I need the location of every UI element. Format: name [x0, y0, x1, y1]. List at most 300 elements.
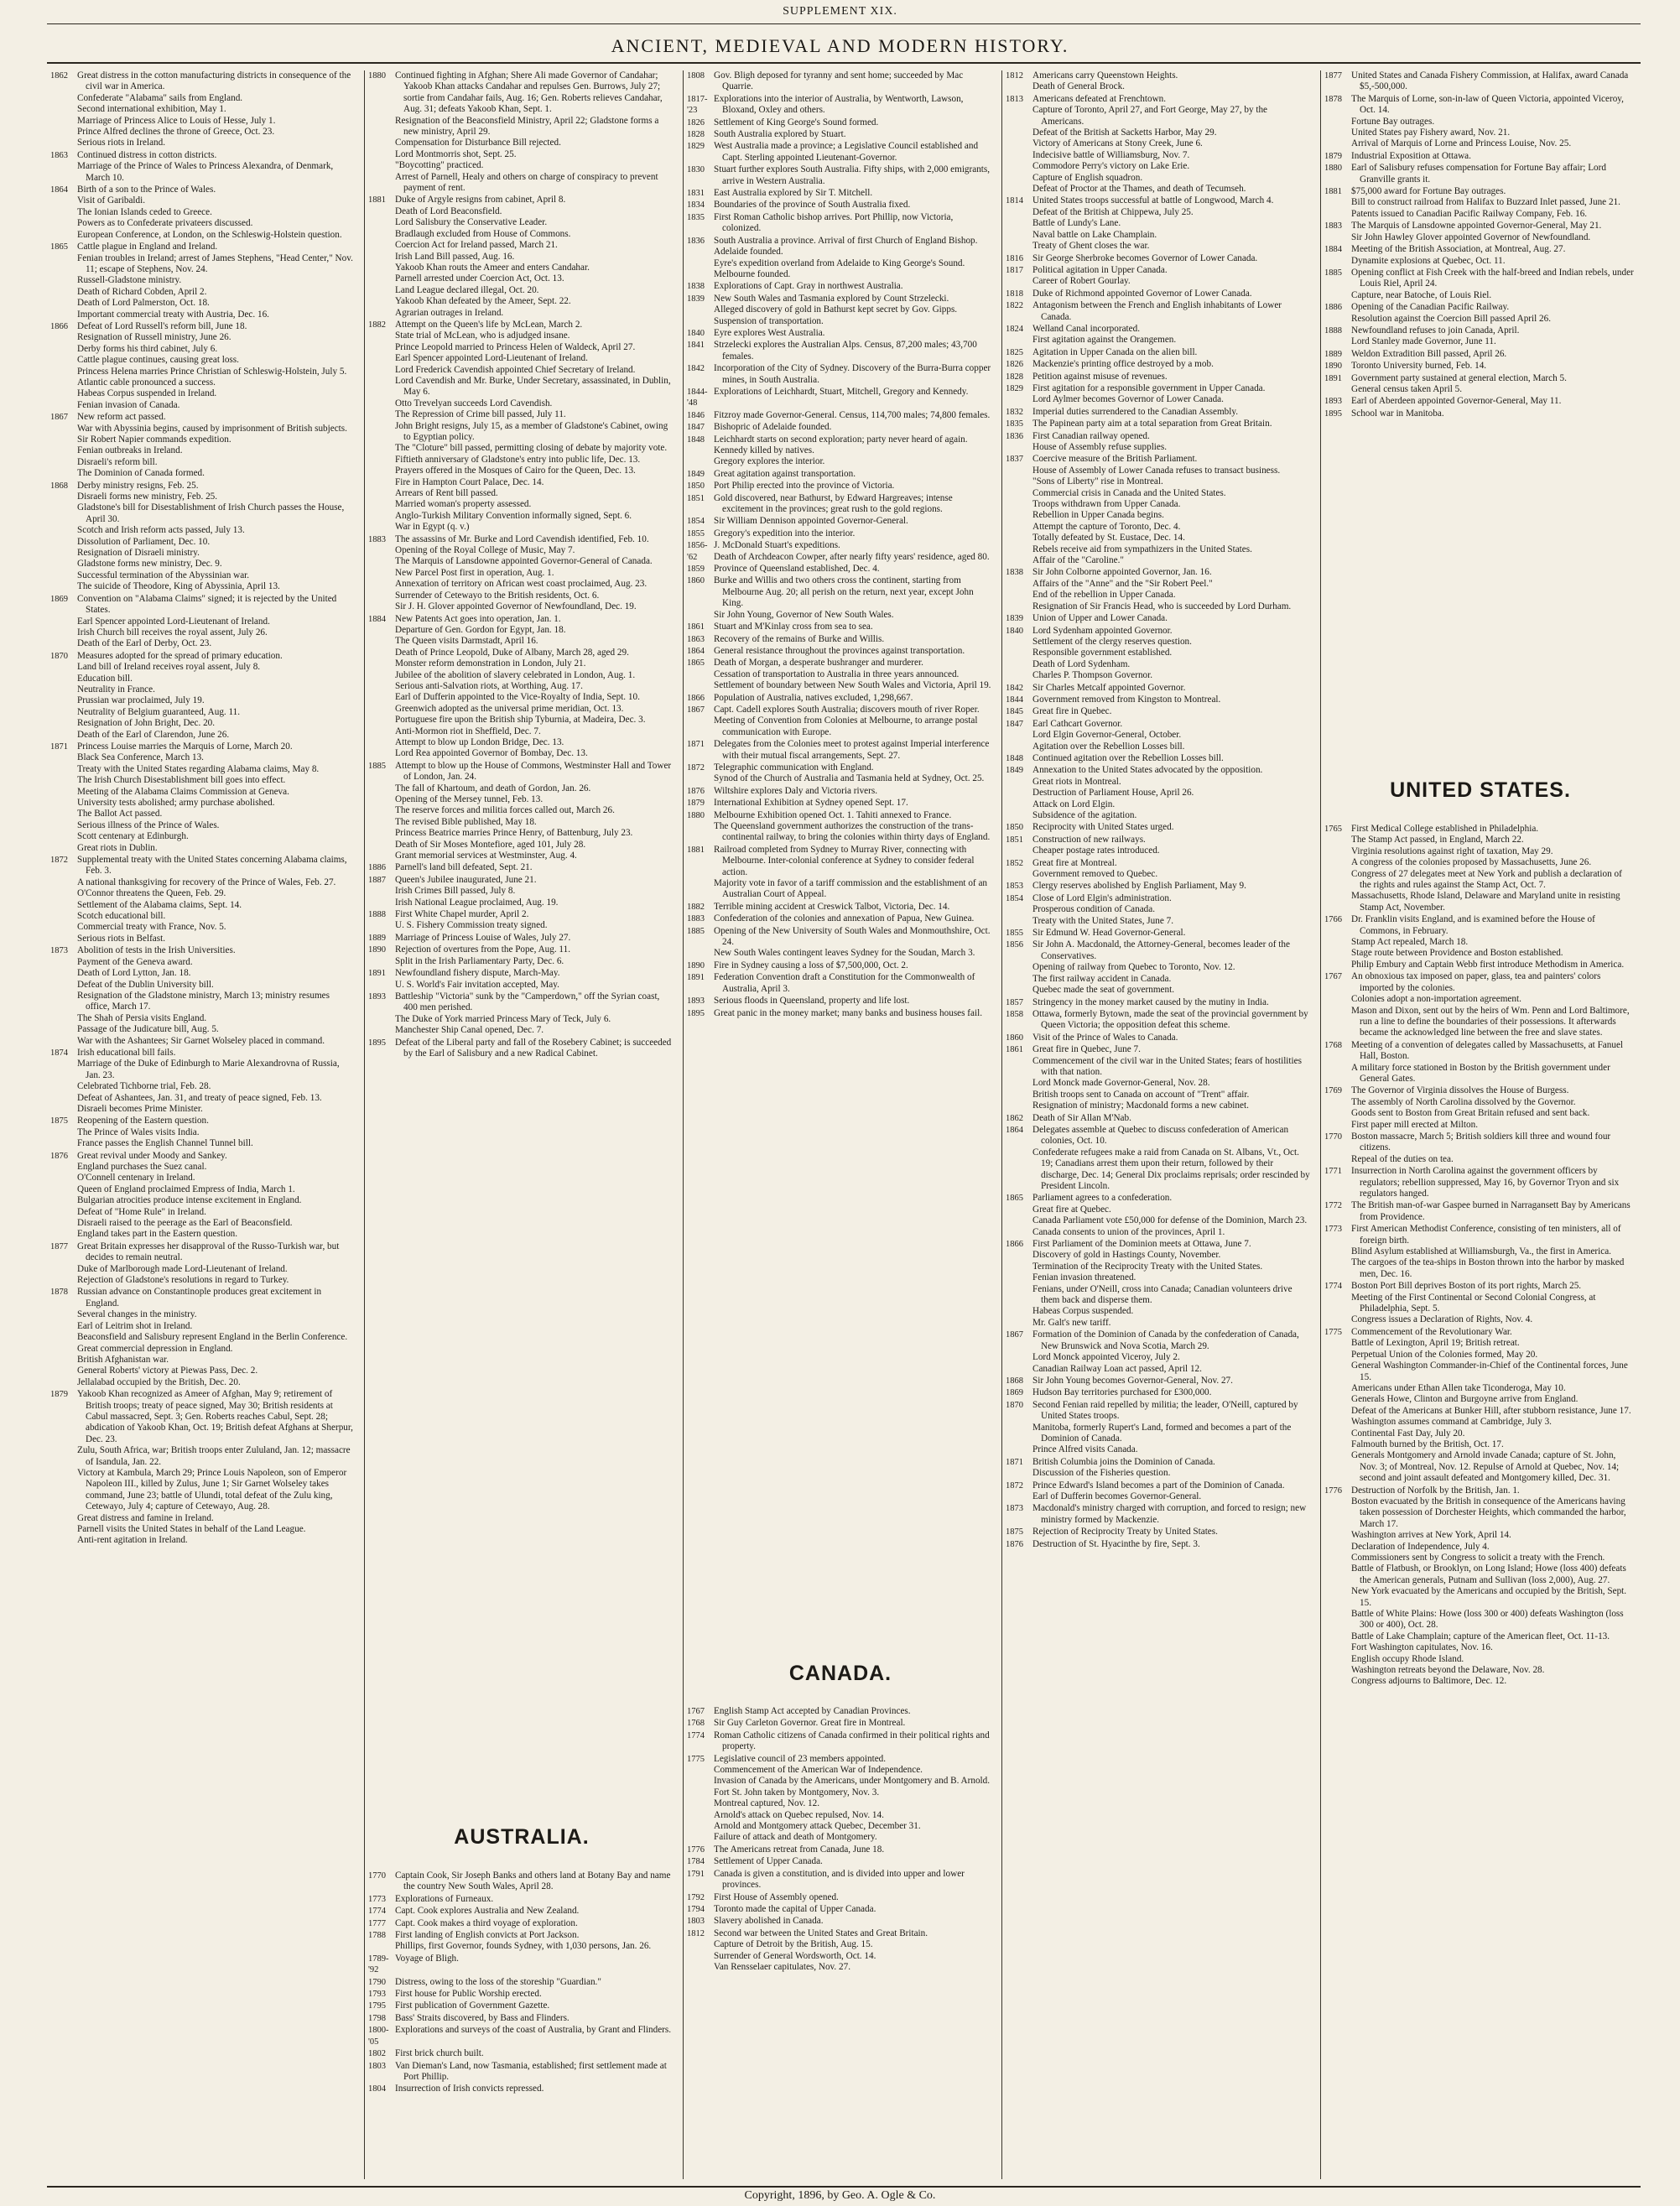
- entry-year: 1836: [1006, 431, 1023, 441]
- entry-year: 1867: [50, 413, 68, 423]
- entry-line: Lord Elgin Governor-General, October.: [1032, 730, 1182, 741]
- history-entry: [684, 1730, 997, 1753]
- entry-line: Earl Spencer appointed Lord-Lieutenant of Ireland.: [395, 353, 588, 364]
- entry-line: European Conference, at London, on the Schleswig-Holstein question.: [77, 229, 342, 240]
- history-entry: [365, 1894, 679, 1905]
- entry-text: [714, 798, 997, 809]
- history-entry: [365, 2061, 679, 2084]
- entry-year: 1813: [1006, 94, 1023, 104]
- entry-line: Treaty of Ghent closes the war.: [1032, 241, 1150, 252]
- entry-line: Payment of the Geneva award.: [77, 956, 193, 967]
- entry-year: 1889: [368, 933, 386, 943]
- entry-line: Philip Embury and Captain Webb first introduce Methodism in America.: [1351, 959, 1625, 970]
- entry-line: Defeat of the Liberal party and fall of the Rosebery Cabinet; is succeeded by the Earl of Salisbury and a new Radical Cabinet.: [395, 1037, 672, 1059]
- entry-text: [77, 412, 359, 479]
- entry-text: [714, 913, 997, 924]
- entry-line: South Australia explored by Stuart.: [714, 129, 846, 140]
- entry-line: Melbourne founded.: [714, 268, 791, 279]
- entry-year: 1840: [1006, 626, 1023, 636]
- entry-year: 1868: [50, 481, 68, 491]
- entry-text: [714, 410, 997, 421]
- history-entry: [1002, 893, 1316, 927]
- history-entry: [1002, 1193, 1316, 1238]
- entry-text: [395, 862, 679, 873]
- history-entry: [1321, 221, 1640, 243]
- entry-line: Irish Land Bill passed, Aug. 16.: [395, 251, 515, 262]
- entry-line: Settlement of the Alabama claims, Sept. 14.: [77, 899, 242, 910]
- entry-line: Reciprocity with United States urged.: [1032, 822, 1174, 833]
- entry-year: 1884: [1324, 245, 1342, 255]
- entry-line: Boston Port Bill deprives Boston of its port rights, March 25.: [1351, 1281, 1582, 1292]
- entry-year: 1789-'92: [368, 1954, 389, 1975]
- entry-line: Anti-rent agitation in Ireland.: [77, 1535, 188, 1546]
- entry-line: Scotch and Irish reform acts passed, July 13.: [77, 525, 245, 536]
- entry-line: Abolition of tests in the Irish Universities.: [77, 945, 236, 956]
- history-entry: [365, 944, 679, 967]
- entry-line: Fire in Sydney causing a loss of $7,500,000, Oct. 2.: [714, 960, 908, 970]
- entry-year: 1826: [687, 117, 705, 127]
- entry-text: [714, 902, 997, 913]
- entry-year: 1784: [687, 1857, 705, 1867]
- entry-line: Government party sustained at general election, March 5.: [1351, 372, 1567, 383]
- entry-text: [1351, 1040, 1640, 1085]
- entry-text: [714, 705, 997, 738]
- entry-line: House of Assembly of Lower Canada refuses to transact business.: [1032, 465, 1281, 476]
- history-entry: [1002, 265, 1316, 288]
- entry-year: 1850: [687, 481, 705, 492]
- entry-line: Lord Sydenham appointed Governor.: [1032, 625, 1173, 636]
- history-entry: [1321, 971, 1640, 1038]
- entry-line: Land bill of Ireland receives royal assent, July 8.: [77, 662, 261, 673]
- entry-line: Surrender of Cetewayo to the British residents, Oct. 6.: [395, 590, 600, 601]
- entry-line: United States troops successful at battle of Longwood, March 4.: [1032, 195, 1274, 206]
- entry-line: Fitzroy made Governor-General. Census, 114,700 males; 74,800 females.: [714, 409, 991, 420]
- entry-text: [714, 1754, 997, 1844]
- entry-year: 1817: [1006, 265, 1023, 275]
- entry-year: 1865: [1006, 1194, 1023, 1204]
- section-heading-canada: CANADA.: [788, 1662, 892, 1685]
- entry-text: [1032, 1539, 1316, 1550]
- entry-line: Voyage of Bligh.: [395, 1953, 459, 1964]
- entry-line: Yakoob Khan routs the Ameer and enters Candahar.: [395, 262, 590, 273]
- entry-text: [714, 658, 997, 691]
- history-entry: [684, 705, 997, 738]
- entry-line: School war in Manitoba.: [1351, 408, 1444, 419]
- entry-line: Canada Parliament vote £50,000 for defense of the Dominion, March 23.: [1032, 1215, 1308, 1226]
- history-entry: [1321, 1040, 1640, 1085]
- entry-text: [1032, 858, 1316, 881]
- entry-line: House of Assembly refuse supplies.: [1032, 442, 1168, 452]
- entry-text: [714, 1928, 997, 1974]
- entry-year: 1876: [1006, 1539, 1023, 1549]
- entry-line: Commodore Perry's victory on Lake Erie.: [1032, 161, 1190, 172]
- history-entry: [1321, 1327, 1640, 1485]
- entry-text: [714, 164, 997, 187]
- entry-year: 1893: [1324, 397, 1342, 407]
- entry-year: 1842: [687, 364, 705, 374]
- entry-line: Capt. Cook explores Australia and New Zealand.: [395, 1906, 580, 1917]
- entry-text: [714, 1892, 997, 1903]
- history-entry: [1002, 1387, 1316, 1398]
- entry-text: [1032, 70, 1316, 93]
- entry-year: 1775: [1324, 1327, 1342, 1337]
- entry-text: [714, 634, 997, 645]
- history-entry: [684, 762, 997, 785]
- history-entry: [1002, 881, 1316, 892]
- entry-text: [395, 1977, 679, 1988]
- united-states-entries: [1321, 824, 1640, 1688]
- entry-line: Delegates from the Colonies meet to protest against Imperial interference with their mutual fiscal arrangements, Sept. 27.: [714, 739, 990, 761]
- history-entry: [1002, 94, 1316, 195]
- entry-line: Dr. Franklin visits England, and is examined before the House of Commons, in February.: [1351, 914, 1595, 936]
- entry-line: Railroad completed from Sydney to Murray River, connecting with Melbourne. Inter-colonial conference at Sydney to consider federal action.: [714, 844, 975, 877]
- entry-line: Agitation over the Rebellion Losses bill.: [1032, 741, 1185, 752]
- entry-line: England takes part in the Eastern question.: [77, 1229, 238, 1240]
- entry-text: [714, 1844, 997, 1855]
- history-entry: [684, 1892, 997, 1903]
- entry-year: 1866: [50, 321, 68, 331]
- history-entry: [365, 1977, 679, 1988]
- entry-year: 1773: [368, 1894, 386, 1904]
- entry-year: 1788: [368, 1931, 386, 1941]
- history-entry: [365, 2013, 679, 2024]
- entry-year: 1834: [687, 200, 705, 211]
- entry-line: Parnell visits the United States in behalf of the Land League.: [77, 1524, 306, 1534]
- entry-line: The revised Bible published, May 18.: [395, 816, 537, 827]
- history-entry: [1002, 939, 1316, 996]
- history-entry: [684, 200, 997, 211]
- entry-line: Great fire in Quebec.: [1032, 706, 1112, 717]
- entry-year: 1767: [687, 1707, 705, 1716]
- entry-year: 1793: [368, 1990, 386, 2000]
- entry-line: Toronto made the capital of Upper Canada.: [714, 1903, 876, 1914]
- entry-year: 1814: [1006, 196, 1023, 206]
- entry-line: Great panic in the money market; many banks and business houses fail.: [714, 1007, 983, 1018]
- entry-text: [77, 321, 359, 411]
- entry-line: Invasion of Canada by the Americans, under Montgomery and B. Arnold.: [714, 1776, 991, 1787]
- entry-text: [714, 972, 997, 995]
- history-entry: [1002, 1480, 1316, 1503]
- entry-text: [714, 540, 997, 563]
- history-entry: [684, 564, 997, 575]
- column-2-entries: [365, 70, 679, 1060]
- entry-line: Supplemental treaty with the United States concerning Alabama claims, Feb. 3.: [77, 855, 347, 877]
- entry-line: End of the rebellion in Upper Canada.: [1032, 590, 1176, 601]
- entry-year: 1862: [50, 71, 68, 81]
- entry-year: 1775: [687, 1754, 705, 1764]
- entry-line: Second war between the United States and Great Britain.: [714, 1928, 928, 1938]
- column-3: [683, 70, 997, 2179]
- entry-year: 1887: [368, 875, 386, 885]
- column-1: [47, 70, 359, 2179]
- entry-line: Black Sea Conference, March 13.: [77, 752, 204, 763]
- history-entry: [47, 945, 359, 1047]
- entry-line: Beaconsfield and Salisbury represent England in the Berlin Conference.: [77, 1332, 348, 1343]
- entry-line: The Dominion of Canada formed.: [77, 468, 205, 479]
- history-entry: [684, 469, 997, 480]
- entry-line: Incorporation of the City of Sydney. Discovery of the Burra-Burra copper mines, in South Australia.: [714, 363, 991, 385]
- entry-text: [1032, 454, 1316, 566]
- entry-line: Neutrality in France.: [77, 684, 155, 695]
- entry-text: [714, 996, 997, 1007]
- entry-year: 1829: [1006, 383, 1023, 393]
- entry-line: Great fire at Quebec.: [1032, 1204, 1111, 1215]
- entry-line: Earl of Aberdeen appointed Governor-General, May 11.: [1351, 396, 1562, 407]
- entry-line: Dissolution of Parliament, Dec. 10.: [77, 536, 211, 547]
- entry-text: [1032, 1480, 1316, 1503]
- entry-year: 1869: [1006, 1388, 1023, 1398]
- entry-line: Petition against misuse of revenues.: [1032, 371, 1168, 382]
- entry-line: The Americans retreat from Canada, June 18.: [714, 1844, 885, 1855]
- entry-line: Neutrality of Belgium guaranteed, Aug. 11.: [77, 706, 241, 717]
- history-entry: [684, 540, 997, 563]
- entry-line: First landing of English convicts at Port Jackson.: [395, 1930, 580, 1941]
- entry-text: [1032, 195, 1316, 252]
- entry-line: Commencement of the civil war in the United States; fears of hostilities with that nation.: [1032, 1055, 1302, 1077]
- history-entry: [365, 761, 679, 862]
- entry-line: Canada consents to union of the provinces, April 1.: [1032, 1226, 1225, 1237]
- entry-line: The assassins of Mr. Burke and Lord Cavendish identified, Feb. 10.: [395, 533, 649, 544]
- entry-line: Atlantic cable pronounced a success.: [77, 377, 216, 388]
- history-entry: [1002, 719, 1316, 752]
- entry-year: 1768: [687, 1719, 705, 1729]
- entry-line: Sir John Colborne appointed Governor, Jan. 16.: [1032, 567, 1212, 578]
- entry-line: Sir William Dennison appointed Governor-General.: [714, 516, 908, 527]
- entry-line: Congress issues a Declaration of Rights, Nov. 4.: [1351, 1314, 1533, 1325]
- entry-year: 1795: [368, 2001, 386, 2011]
- entry-line: Derby ministry resigns, Feb. 25.: [77, 480, 199, 491]
- entry-line: First White Chapel murder, April 2.: [395, 909, 529, 920]
- entry-text: [77, 1151, 359, 1241]
- entry-line: The first railway accident in Canada.: [1032, 973, 1172, 984]
- history-entry: [684, 634, 997, 645]
- entry-year: 1852: [1006, 858, 1023, 868]
- history-entry: [1321, 408, 1640, 419]
- entry-line: Defeat of the British at Sacketts Harbor, May 29.: [1032, 127, 1217, 138]
- entry-year: 1860: [687, 576, 705, 586]
- entry-text: [1032, 1503, 1316, 1526]
- entry-line: Career of Robert Gourlay.: [1032, 276, 1131, 287]
- entry-year: 1855: [687, 528, 705, 538]
- entry-line: Insurrection of Irish convicts repressed.: [395, 2084, 544, 2094]
- entry-line: Great commercial depression in England.: [77, 1343, 233, 1354]
- entry-text: [395, 1038, 679, 1060]
- entry-line: Macdonald's ministry charged with corruption, and forced to resign; new ministry formed by Mackenzie.: [1032, 1503, 1307, 1525]
- entry-line: Adelaide founded.: [714, 247, 783, 258]
- entry-line: Opening of the Royal College of Music, May 7.: [395, 545, 575, 556]
- entry-text: [1032, 997, 1316, 1008]
- entry-line: Delegates assemble at Quebec to discuss confederation of American colonies, Oct. 10.: [1032, 1124, 1289, 1147]
- entry-line: Serious riots in Belfast.: [77, 933, 166, 944]
- entry-line: Sir Robert Napier commands expedition.: [77, 434, 231, 445]
- entry-text: [1032, 719, 1316, 752]
- entry-text: [1351, 408, 1640, 419]
- entry-text: [714, 1856, 997, 1867]
- entry-line: The assembly of North Carolina dissolved by the Governor.: [1351, 1096, 1576, 1107]
- entry-text: [714, 960, 997, 971]
- entry-line: Sir John Hawley Glover appointed Governor of Newfoundland.: [1351, 232, 1591, 242]
- entry-year: 1828: [1006, 372, 1023, 382]
- entry-line: Monster reform demonstration in London, July 21.: [395, 658, 586, 669]
- entry-text: [1032, 881, 1316, 892]
- entry-line: Sir Guy Carleton Governor. Great fire in Montreal.: [714, 1718, 906, 1729]
- entry-line: Telegraphic communication with England.: [714, 762, 874, 773]
- entry-year: 1768: [1324, 1040, 1342, 1050]
- entry-year: 1885: [368, 761, 386, 771]
- entry-line: International Exhibition at Sydney opened Sept. 17.: [714, 798, 908, 809]
- entry-line: Second Fenian raid repelled by militia; the leader, O'Neill, captured by United States troops.: [1032, 1399, 1298, 1422]
- entry-line: Rebellion in Upper Canada begins.: [1032, 510, 1164, 521]
- entry-text: [1032, 253, 1316, 264]
- history-entry: [684, 1706, 997, 1717]
- entry-text: [1351, 824, 1640, 913]
- history-entry: [47, 412, 359, 479]
- entry-line: Attempt the capture of Toronto, Dec. 4.: [1032, 521, 1181, 532]
- entry-text: [1351, 1485, 1640, 1688]
- entry-line: Perpetual Union of the Colonies formed, May 20.: [1351, 1349, 1538, 1360]
- entry-line: Powers as to Confederate privateers discussed.: [77, 218, 253, 229]
- column-4-entries: [1002, 70, 1316, 1551]
- entry-line: Colonies adopt a non-importation agreement.: [1351, 994, 1521, 1005]
- history-entry: [684, 798, 997, 809]
- entry-line: Sir John Young, Governor of New South Wales.: [714, 609, 894, 620]
- history-entry: [1002, 347, 1316, 358]
- entry-text: [77, 1048, 359, 1115]
- entry-text: [1032, 419, 1316, 429]
- entry-line: East Australia explored by Sir T. Mitchell.: [714, 188, 873, 199]
- entry-line: First Canadian railway opened.: [1032, 430, 1150, 441]
- entry-line: Synod of the Church of Australia and Tasmania held at Sydney, Oct. 25.: [714, 773, 985, 784]
- entry-line: Disraeli becomes Prime Minister.: [77, 1103, 203, 1114]
- entry-text: [1032, 265, 1316, 288]
- entry-line: Arrival of Marquis of Lorne and Princess Louise, Nov. 25.: [1351, 138, 1572, 149]
- entry-text: [1351, 1166, 1640, 1199]
- entry-text: [714, 1008, 997, 1019]
- entry-line: Agrarian outrages in Ireland.: [395, 307, 504, 318]
- history-entry: [1002, 1503, 1316, 1526]
- entry-line: An obnoxious tax imposed on paper, glass, tea and painters' colors imported by the colonies.: [1351, 971, 1601, 993]
- entry-text: [714, 739, 997, 762]
- entry-line: Treaty with the United States, June 7.: [1032, 915, 1174, 926]
- entry-line: Great agitation against transportation.: [714, 468, 856, 479]
- entry-year: 1817-'23: [687, 94, 708, 116]
- entry-text: [1032, 567, 1316, 612]
- entry-line: Lord Rea appointed Governor of Bombay, Dec. 13.: [395, 748, 588, 759]
- entry-text: [1032, 383, 1316, 406]
- entry-line: Captain Cook, Sir Joseph Banks and others land at Botany Bay and name the country New South Wales, April 28.: [395, 1870, 671, 1892]
- history-entry: [684, 422, 997, 433]
- entry-text: [714, 328, 997, 339]
- entry-line: Wiltshire explores Daly and Victoria rivers.: [714, 785, 878, 796]
- entry-line: Opening of the New University of South Wales and Monmouthshire, Oct. 24.: [714, 925, 991, 948]
- history-entry: [1002, 289, 1316, 299]
- entry-text: [714, 188, 997, 199]
- entry-line: Opening of the Mersey tunnel, Feb. 13.: [395, 794, 544, 804]
- entry-year: 1846: [687, 410, 705, 420]
- entry-year: 1875: [50, 1116, 68, 1126]
- entry-year: 1800-'05: [368, 2026, 389, 2047]
- history-entry: [684, 913, 997, 924]
- entry-line: First American Methodist Conference, consisting of ten ministers, all of foreign birth.: [1351, 1224, 1621, 1246]
- entry-text: [1032, 613, 1316, 624]
- entry-line: Reopening of the Eastern question.: [77, 1116, 209, 1126]
- entry-line: Explorations of Furneaux.: [395, 1893, 494, 1904]
- entry-line: Treaty with the United States regarding Alabama claims, May 8.: [77, 763, 320, 774]
- entry-line: New South Wales contingent leaves Sydney for the Soudan, March 3.: [714, 948, 975, 959]
- entry-year: 1864: [687, 646, 705, 656]
- column-5: [1320, 70, 1640, 2179]
- entry-line: The Shah of Persia visits England.: [77, 1012, 207, 1023]
- entry-line: Earl of Dufferin becomes Governor-General.: [1032, 1491, 1202, 1501]
- entry-year: 1895: [687, 1008, 705, 1018]
- history-entry: [1002, 1125, 1316, 1192]
- entry-line: Capture of Detroit by the British, Aug. 15.: [714, 1939, 873, 1950]
- entry-line: U. S. Fishery Commission treaty signed.: [395, 920, 548, 931]
- entry-line: Earl of Dufferin appointed to the Vice-Royalty of India, Sept. 10.: [395, 692, 640, 703]
- entry-line: Derby forms his third cabinet, July 6.: [77, 343, 218, 354]
- entry-line: Opening of the Canadian Pacific Railway.: [1351, 302, 1510, 313]
- history-entry: [1321, 244, 1640, 267]
- entry-year: 1877: [1324, 71, 1342, 81]
- entry-line: Land League declared illegal, Oct. 20.: [395, 284, 539, 295]
- supplement-label: SUPPLEMENT XIX.: [783, 5, 897, 18]
- entry-line: First paper mill erected at Milton.: [1351, 1119, 1478, 1130]
- entry-year: 1824: [1006, 324, 1023, 334]
- entry-line: A national thanksgiving for recovery of the Prince of Wales, Feb. 27.: [77, 877, 336, 887]
- entry-year: 1849: [687, 469, 705, 479]
- column-4: [1001, 70, 1316, 2179]
- entry-line: Duke of Marlborough made Lord-Lieutenant of Ireland.: [77, 1263, 288, 1274]
- entry-year: 1767: [1324, 972, 1342, 982]
- entry-line: A congress of the colonies proposed by Massachusetts, June 26.: [1351, 857, 1592, 868]
- entry-text: [1351, 914, 1640, 970]
- history-entry: [47, 1287, 359, 1388]
- history-entry: [1002, 835, 1316, 857]
- entry-text: [1032, 939, 1316, 996]
- history-entry: [1002, 695, 1316, 705]
- entry-line: Capt. Cook makes a third voyage of exploration.: [395, 1917, 578, 1928]
- entry-text: [714, 528, 997, 539]
- entry-text: [395, 2084, 679, 2094]
- entry-line: South Australia a province. Arrival of first Church of England Bishop.: [714, 235, 978, 246]
- entry-text: [1351, 1327, 1640, 1485]
- entry-line: Destruction of Norfolk by the British, Jan. 1.: [1351, 1485, 1520, 1496]
- entry-line: Arnold's attack on Quebec repulsed, Nov. 14.: [714, 1809, 884, 1820]
- entry-line: Generals Howe, Clinton and Burgoyne arrive from England.: [1351, 1394, 1579, 1405]
- history-entry: [1002, 567, 1316, 612]
- entry-year: 1865: [687, 658, 705, 669]
- entry-line: Americans carry Queenstown Heights.: [1032, 70, 1178, 81]
- entry-line: Dynamite explosions at Quebec, Oct. 11.: [1351, 255, 1506, 266]
- history-entry: [1321, 349, 1640, 360]
- history-entry: [47, 1151, 359, 1241]
- entry-line: Rejection of Gladstone's resolutions in regard to Turkey.: [77, 1275, 289, 1286]
- entry-text: [77, 594, 359, 650]
- entry-line: The Repression of Crime bill passed, July 11.: [395, 409, 566, 420]
- entry-line: Great riots in Montreal.: [1032, 776, 1121, 787]
- entry-text: [77, 855, 359, 944]
- entry-line: "Boycotting" practiced.: [395, 160, 484, 171]
- entry-text: [77, 1241, 359, 1287]
- entry-year: 1870: [1006, 1400, 1023, 1410]
- entry-line: Naval battle on Lake Champlain.: [1032, 229, 1157, 240]
- entry-year: 1886: [1324, 303, 1342, 313]
- entry-line: Meeting of Convention from Colonies at Melbourne, to arrange postal communication with Europe.: [714, 715, 978, 737]
- entry-line: Mason and Dixon, sent out by the heirs of Wm. Penn and Lord Baltimore, run a line to define the boundaries of their possessions. It afterwards became the acknowledged line between the free and slave states.: [1351, 1005, 1630, 1038]
- entry-line: State trial of McLean, who is adjudged insane.: [395, 330, 570, 341]
- entry-line: Scotch educational bill.: [77, 911, 166, 922]
- entry-year: 1895: [368, 1038, 386, 1048]
